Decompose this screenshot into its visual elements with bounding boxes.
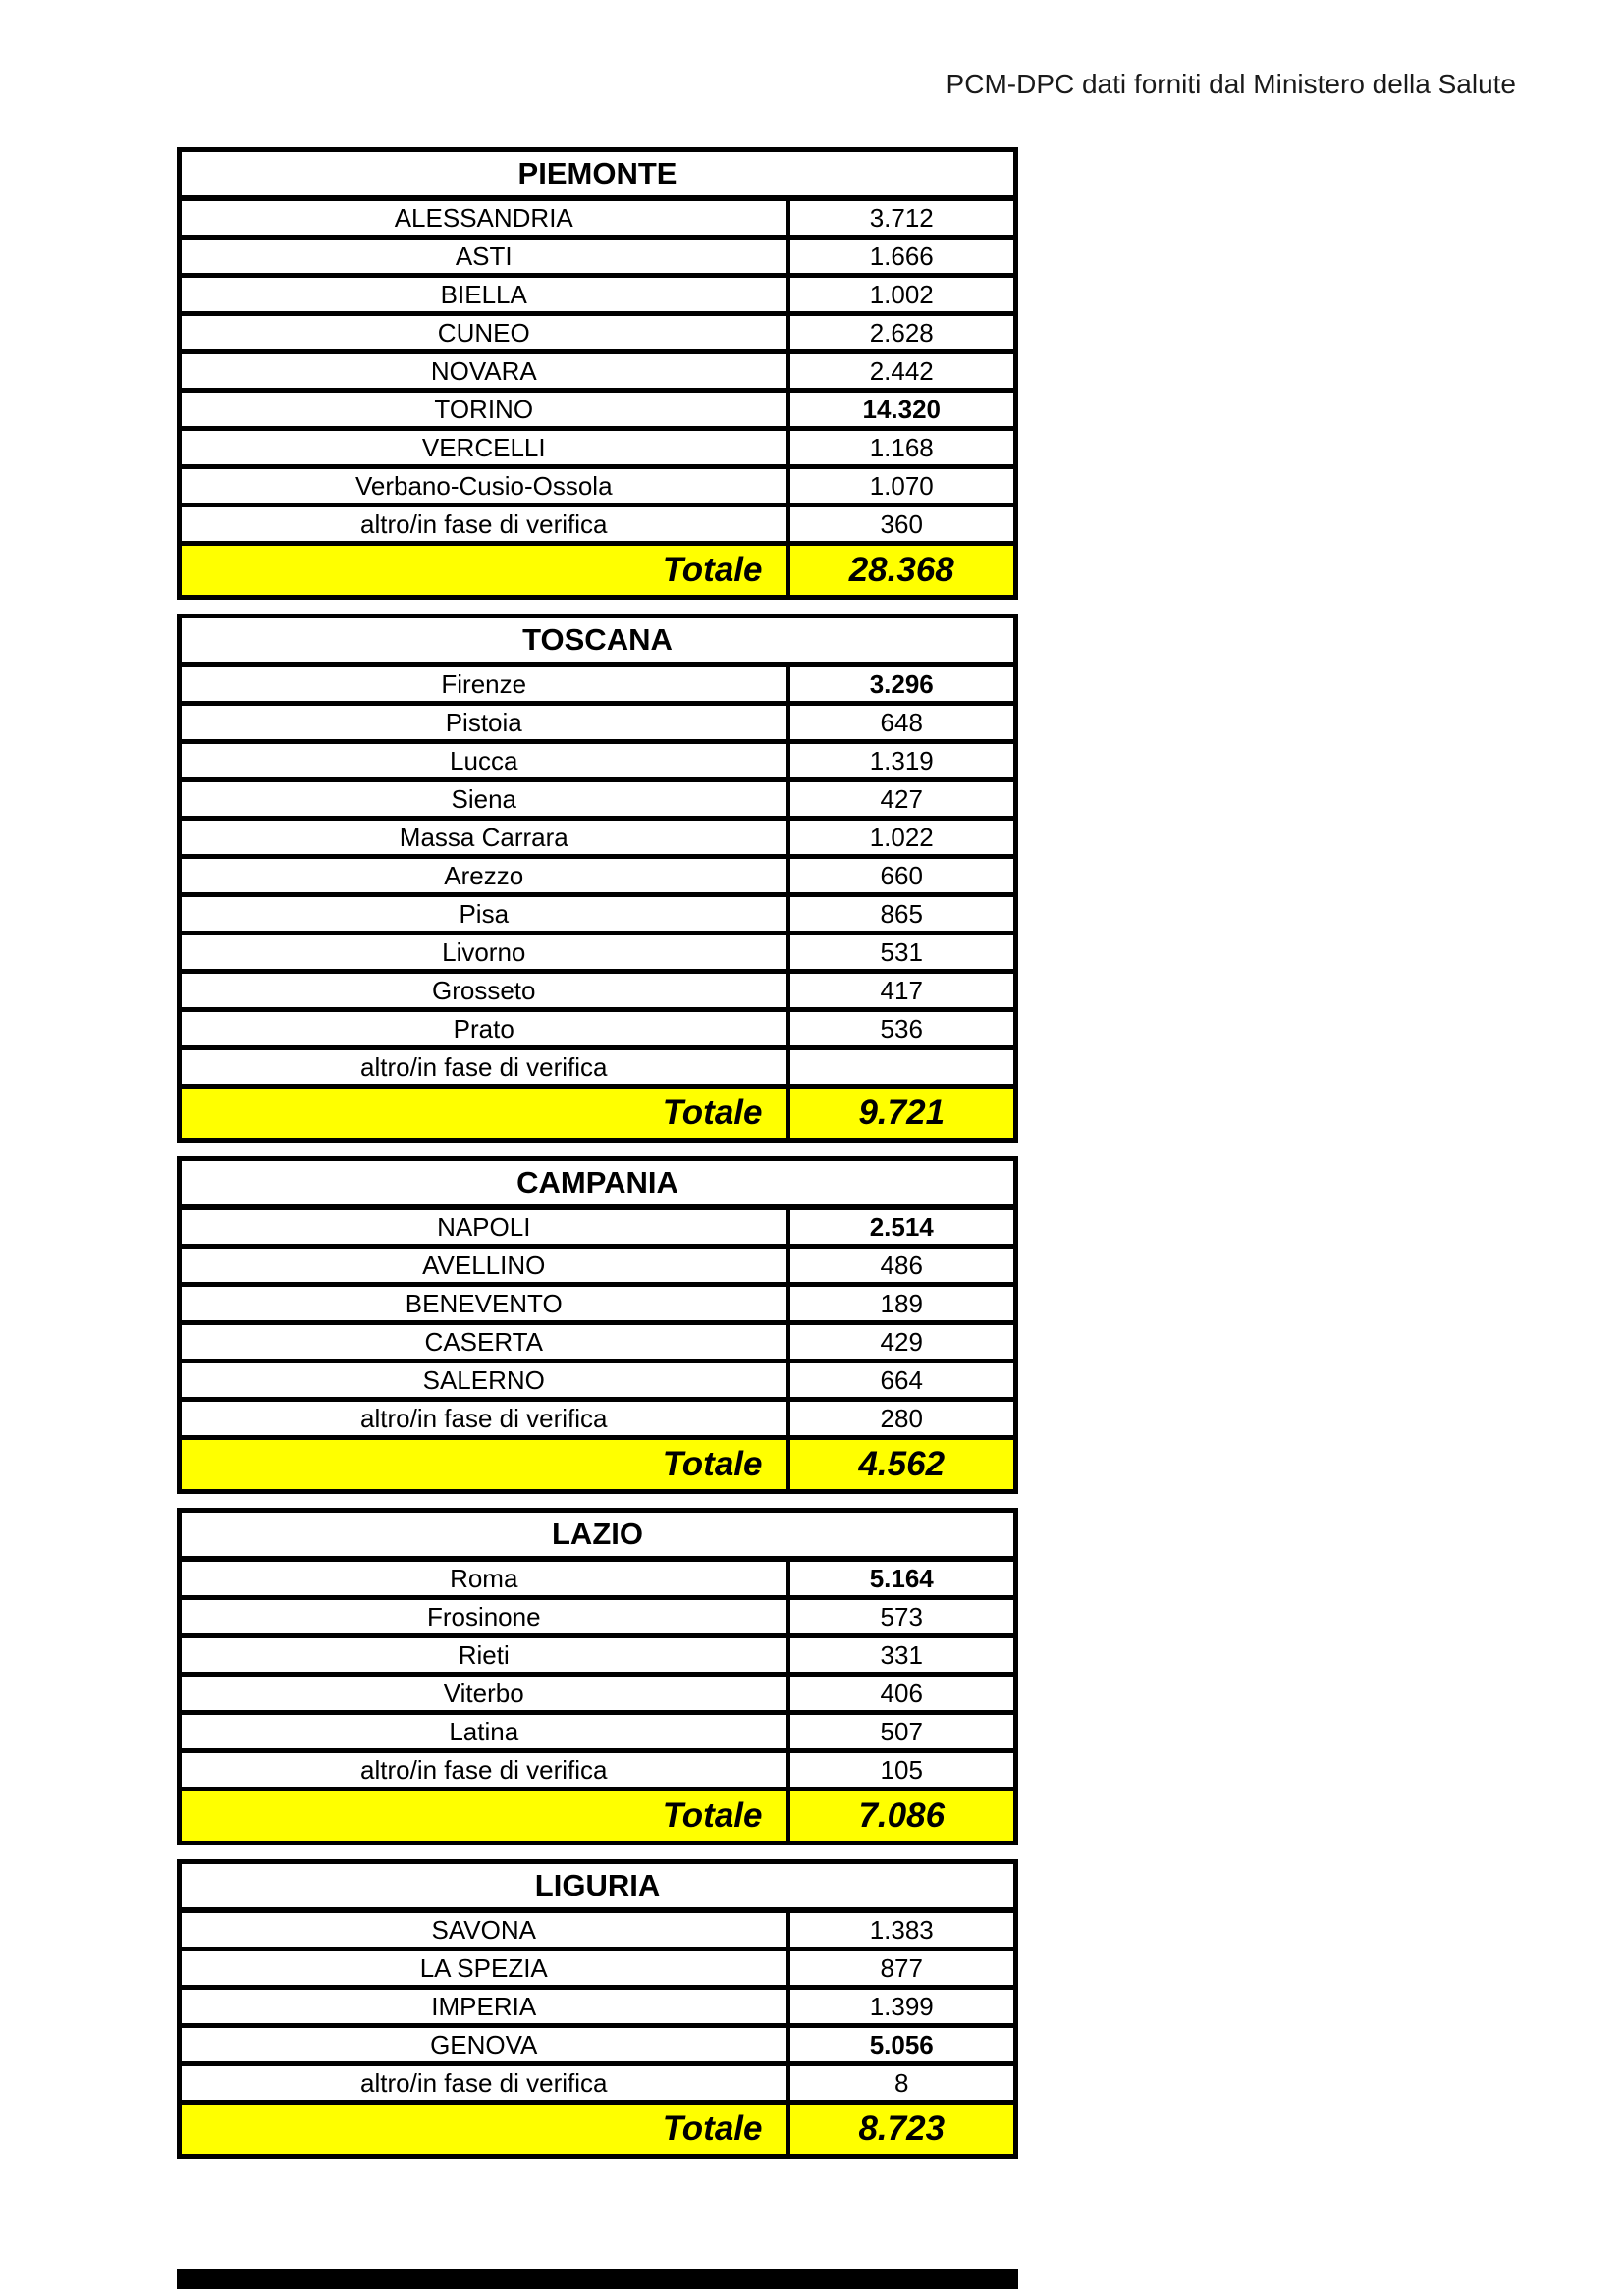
province-row xyxy=(180,1323,1016,1362)
province-row xyxy=(180,819,1016,857)
province-name-cell: Pisa xyxy=(180,895,788,934)
province-row xyxy=(180,2064,1016,2103)
province-name-cell: Verbano-Cusio-Ossola xyxy=(180,467,788,506)
region-title: PIEMONTE xyxy=(180,150,1016,199)
total-value-cell: 7.086 xyxy=(788,1789,1016,1843)
province-value-cell: 2.442 xyxy=(788,352,1016,391)
province-row xyxy=(180,391,1016,429)
province-row xyxy=(180,1751,1016,1789)
region-title: LIGURIA xyxy=(180,1862,1016,1911)
province-name-cell: NOVARA xyxy=(180,352,788,391)
province-row xyxy=(180,2026,1016,2064)
province-name-cell: Massa Carrara xyxy=(180,819,788,857)
truncated-next-table-top-border xyxy=(177,2269,1018,2289)
province-name-cell: altro/in fase di verifica xyxy=(180,506,788,544)
province-row xyxy=(180,314,1016,352)
province-row xyxy=(180,780,1016,819)
province-value-cell: 1.168 xyxy=(788,429,1016,467)
province-value-cell: 1.022 xyxy=(788,819,1016,857)
province-name-cell: Roma xyxy=(180,1559,788,1598)
province-value-cell: 1.399 xyxy=(788,1988,1016,2026)
province-row xyxy=(180,1285,1016,1323)
province-name-cell: AVELLINO xyxy=(180,1247,788,1285)
province-value-cell: 406 xyxy=(788,1675,1016,1713)
province-value-cell: 1.383 xyxy=(788,1910,1016,1949)
total-value-cell: 9.721 xyxy=(788,1087,1016,1141)
province-value-cell: 660 xyxy=(788,857,1016,895)
province-value-cell: 3.712 xyxy=(788,198,1016,238)
province-name-cell: Pistoia xyxy=(180,704,788,742)
province-value-cell: 877 xyxy=(788,1949,1016,1988)
province-row xyxy=(180,934,1016,972)
total-row xyxy=(180,1789,1016,1843)
document-header-text: PCM-DPC dati forniti dal Ministero della Salute xyxy=(946,69,1516,99)
region-header-row xyxy=(180,1159,1016,1208)
province-row xyxy=(180,1559,1016,1598)
province-name-cell: SAVONA xyxy=(180,1910,788,1949)
province-row xyxy=(180,429,1016,467)
province-name-cell: Arezzo xyxy=(180,857,788,895)
province-value-cell: 429 xyxy=(788,1323,1016,1362)
total-value-cell: 8.723 xyxy=(788,2103,1016,2157)
province-name-cell: CUNEO xyxy=(180,314,788,352)
province-value-cell: 1.319 xyxy=(788,742,1016,780)
province-row xyxy=(180,352,1016,391)
province-value-cell: 1.002 xyxy=(788,276,1016,314)
province-name-cell: BIELLA xyxy=(180,276,788,314)
province-row xyxy=(180,276,1016,314)
total-value-cell: 28.368 xyxy=(788,544,1016,598)
region-table xyxy=(177,614,1018,1143)
province-name-cell: altro/in fase di verifica xyxy=(180,1400,788,1438)
total-row xyxy=(180,1087,1016,1141)
province-value-cell: 531 xyxy=(788,934,1016,972)
province-name-cell: Grosseto xyxy=(180,972,788,1010)
total-row xyxy=(180,1438,1016,1492)
province-name-cell: Livorno xyxy=(180,934,788,972)
province-value-cell: 507 xyxy=(788,1713,1016,1751)
province-name-cell: Viterbo xyxy=(180,1675,788,1713)
region-table xyxy=(177,1156,1018,1494)
province-value-cell: 5.164 xyxy=(788,1559,1016,1598)
province-value-cell: 3.296 xyxy=(788,665,1016,704)
province-name-cell: altro/in fase di verifica xyxy=(180,1751,788,1789)
region-table xyxy=(177,1859,1018,2159)
total-label-cell: Totale xyxy=(180,1789,788,1843)
province-value-cell: 14.320 xyxy=(788,391,1016,429)
province-row xyxy=(180,506,1016,544)
region-table xyxy=(177,1508,1018,1845)
province-name-cell: Rieti xyxy=(180,1636,788,1675)
region-tables-container xyxy=(177,147,1018,2172)
region-title: TOSCANA xyxy=(180,616,1016,666)
total-row xyxy=(180,544,1016,598)
province-name-cell: Prato xyxy=(180,1010,788,1048)
province-name-cell: GENOVA xyxy=(180,2026,788,2064)
province-row xyxy=(180,467,1016,506)
province-row xyxy=(180,895,1016,934)
province-name-cell: Frosinone xyxy=(180,1598,788,1636)
province-row xyxy=(180,238,1016,276)
province-row xyxy=(180,1949,1016,1988)
province-name-cell: Siena xyxy=(180,780,788,819)
total-label-cell: Totale xyxy=(180,1087,788,1141)
province-name-cell: Latina xyxy=(180,1713,788,1751)
province-row xyxy=(180,1988,1016,2026)
province-row xyxy=(180,1400,1016,1438)
province-value-cell: 417 xyxy=(788,972,1016,1010)
region-header-row xyxy=(180,616,1016,666)
total-row xyxy=(180,2103,1016,2157)
province-name-cell: VERCELLI xyxy=(180,429,788,467)
province-value-cell: 536 xyxy=(788,1010,1016,1048)
total-label-cell: Totale xyxy=(180,544,788,598)
province-value-cell: 360 xyxy=(788,506,1016,544)
province-name-cell: TORINO xyxy=(180,391,788,429)
province-value-cell: 648 xyxy=(788,704,1016,742)
province-name-cell: CASERTA xyxy=(180,1323,788,1362)
province-row xyxy=(180,665,1016,704)
province-row xyxy=(180,1207,1016,1247)
province-row xyxy=(180,1713,1016,1751)
region-header-row xyxy=(180,150,1016,199)
province-name-cell: SALERNO xyxy=(180,1362,788,1400)
province-row xyxy=(180,1048,1016,1087)
province-row xyxy=(180,1247,1016,1285)
province-value-cell: 2.514 xyxy=(788,1207,1016,1247)
province-row xyxy=(180,742,1016,780)
province-row xyxy=(180,857,1016,895)
province-name-cell: Lucca xyxy=(180,742,788,780)
province-value-cell: 189 xyxy=(788,1285,1016,1323)
province-row xyxy=(180,704,1016,742)
province-row xyxy=(180,1362,1016,1400)
province-row xyxy=(180,1675,1016,1713)
province-value-cell xyxy=(788,1048,1016,1087)
total-label-cell: Totale xyxy=(180,2103,788,2157)
province-name-cell: IMPERIA xyxy=(180,1988,788,2026)
region-header-row xyxy=(180,1862,1016,1911)
province-value-cell: 5.056 xyxy=(788,2026,1016,2064)
province-value-cell: 865 xyxy=(788,895,1016,934)
province-value-cell: 280 xyxy=(788,1400,1016,1438)
province-row xyxy=(180,1598,1016,1636)
region-header-row xyxy=(180,1511,1016,1560)
province-value-cell: 8 xyxy=(788,2064,1016,2103)
province-value-cell: 1.666 xyxy=(788,238,1016,276)
province-name-cell: Firenze xyxy=(180,665,788,704)
province-value-cell: 664 xyxy=(788,1362,1016,1400)
province-row xyxy=(180,972,1016,1010)
province-value-cell: 486 xyxy=(788,1247,1016,1285)
province-value-cell: 427 xyxy=(788,780,1016,819)
province-row xyxy=(180,1910,1016,1949)
province-value-cell: 2.628 xyxy=(788,314,1016,352)
province-name-cell: ASTI xyxy=(180,238,788,276)
province-row xyxy=(180,1636,1016,1675)
province-row xyxy=(180,198,1016,238)
province-value-cell: 1.070 xyxy=(788,467,1016,506)
province-value-cell: 331 xyxy=(788,1636,1016,1675)
province-row xyxy=(180,1010,1016,1048)
region-title: LAZIO xyxy=(180,1511,1016,1560)
province-name-cell: altro/in fase di verifica xyxy=(180,2064,788,2103)
province-name-cell: BENEVENTO xyxy=(180,1285,788,1323)
total-value-cell: 4.562 xyxy=(788,1438,1016,1492)
province-value-cell: 573 xyxy=(788,1598,1016,1636)
total-label-cell: Totale xyxy=(180,1438,788,1492)
province-name-cell: LA SPEZIA xyxy=(180,1949,788,1988)
province-name-cell: altro/in fase di verifica xyxy=(180,1048,788,1087)
province-name-cell: ALESSANDRIA xyxy=(180,198,788,238)
province-name-cell: NAPOLI xyxy=(180,1207,788,1247)
region-table xyxy=(177,147,1018,600)
region-title: CAMPANIA xyxy=(180,1159,1016,1208)
province-value-cell: 105 xyxy=(788,1751,1016,1789)
